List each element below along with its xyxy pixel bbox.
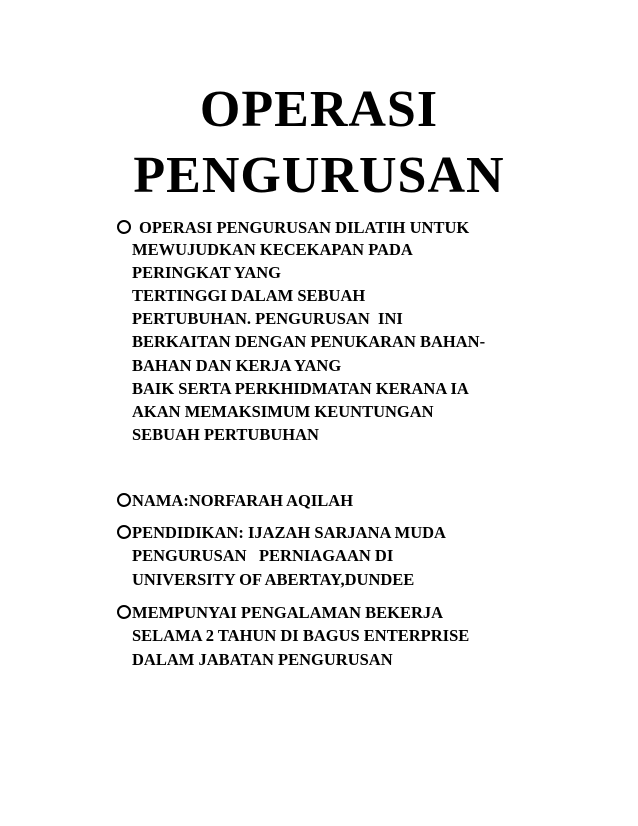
bullet-text-line: MEMPUNYAI PENGALAMAN BEKERJA [132, 603, 444, 622]
circle-bullet-icon [117, 525, 131, 539]
bullet-text-line: UNIVERSITY OF ABERTAY,DUNDEE [132, 570, 415, 589]
circle-bullet-icon [117, 220, 131, 234]
circle-bullet-icon [117, 605, 131, 619]
bullet-text-line: PERTUBUHAN. PENGURUSAN INI [132, 309, 403, 328]
bullet-text-line: TERTINGGI DALAM SEBUAH [132, 286, 366, 305]
page-title-line-1: OPERASI [199, 81, 439, 138]
bullet-text-line: PENGURUSAN PERNIAGAAN DI [132, 546, 394, 565]
bullet-text-line: DALAM JABATAN PENGURUSAN [132, 650, 393, 669]
bullet-text-line: AKAN MEMAKSIMUM KEUNTUNGAN [132, 402, 434, 421]
bullet-text-line: OPERASI PENGURUSAN DILATIH UNTUK [139, 218, 470, 237]
page-title-line-2: PENGURUSAN [133, 147, 505, 204]
bullet-text-line: PENDIDIKAN: IJAZAH SARJANA MUDA [132, 523, 446, 542]
bullet-text-line: SEBUAH PERTUBUHAN [132, 425, 319, 444]
bullet-text-line: MEWUJUDKAN KECEKAPAN PADA [132, 240, 413, 259]
bullet-text-line: BERKAITAN DENGAN PENUKARAN BAHAN- [132, 332, 486, 351]
circle-bullet-icon [117, 493, 131, 507]
bullet-text-line: BAHAN DAN KERJA YANG [132, 356, 342, 375]
bullet-text-line: BAIK SERTA PERKHIDMATAN KERANA IA [132, 379, 469, 398]
bullet-text-line: NAMA:NORFARAH AQILAH [132, 491, 354, 510]
bullet-text-line: SELAMA 2 TAHUN DI BAGUS ENTERPRISE [132, 626, 470, 645]
bullet-text-line: PERINGKAT YANG [132, 263, 281, 282]
